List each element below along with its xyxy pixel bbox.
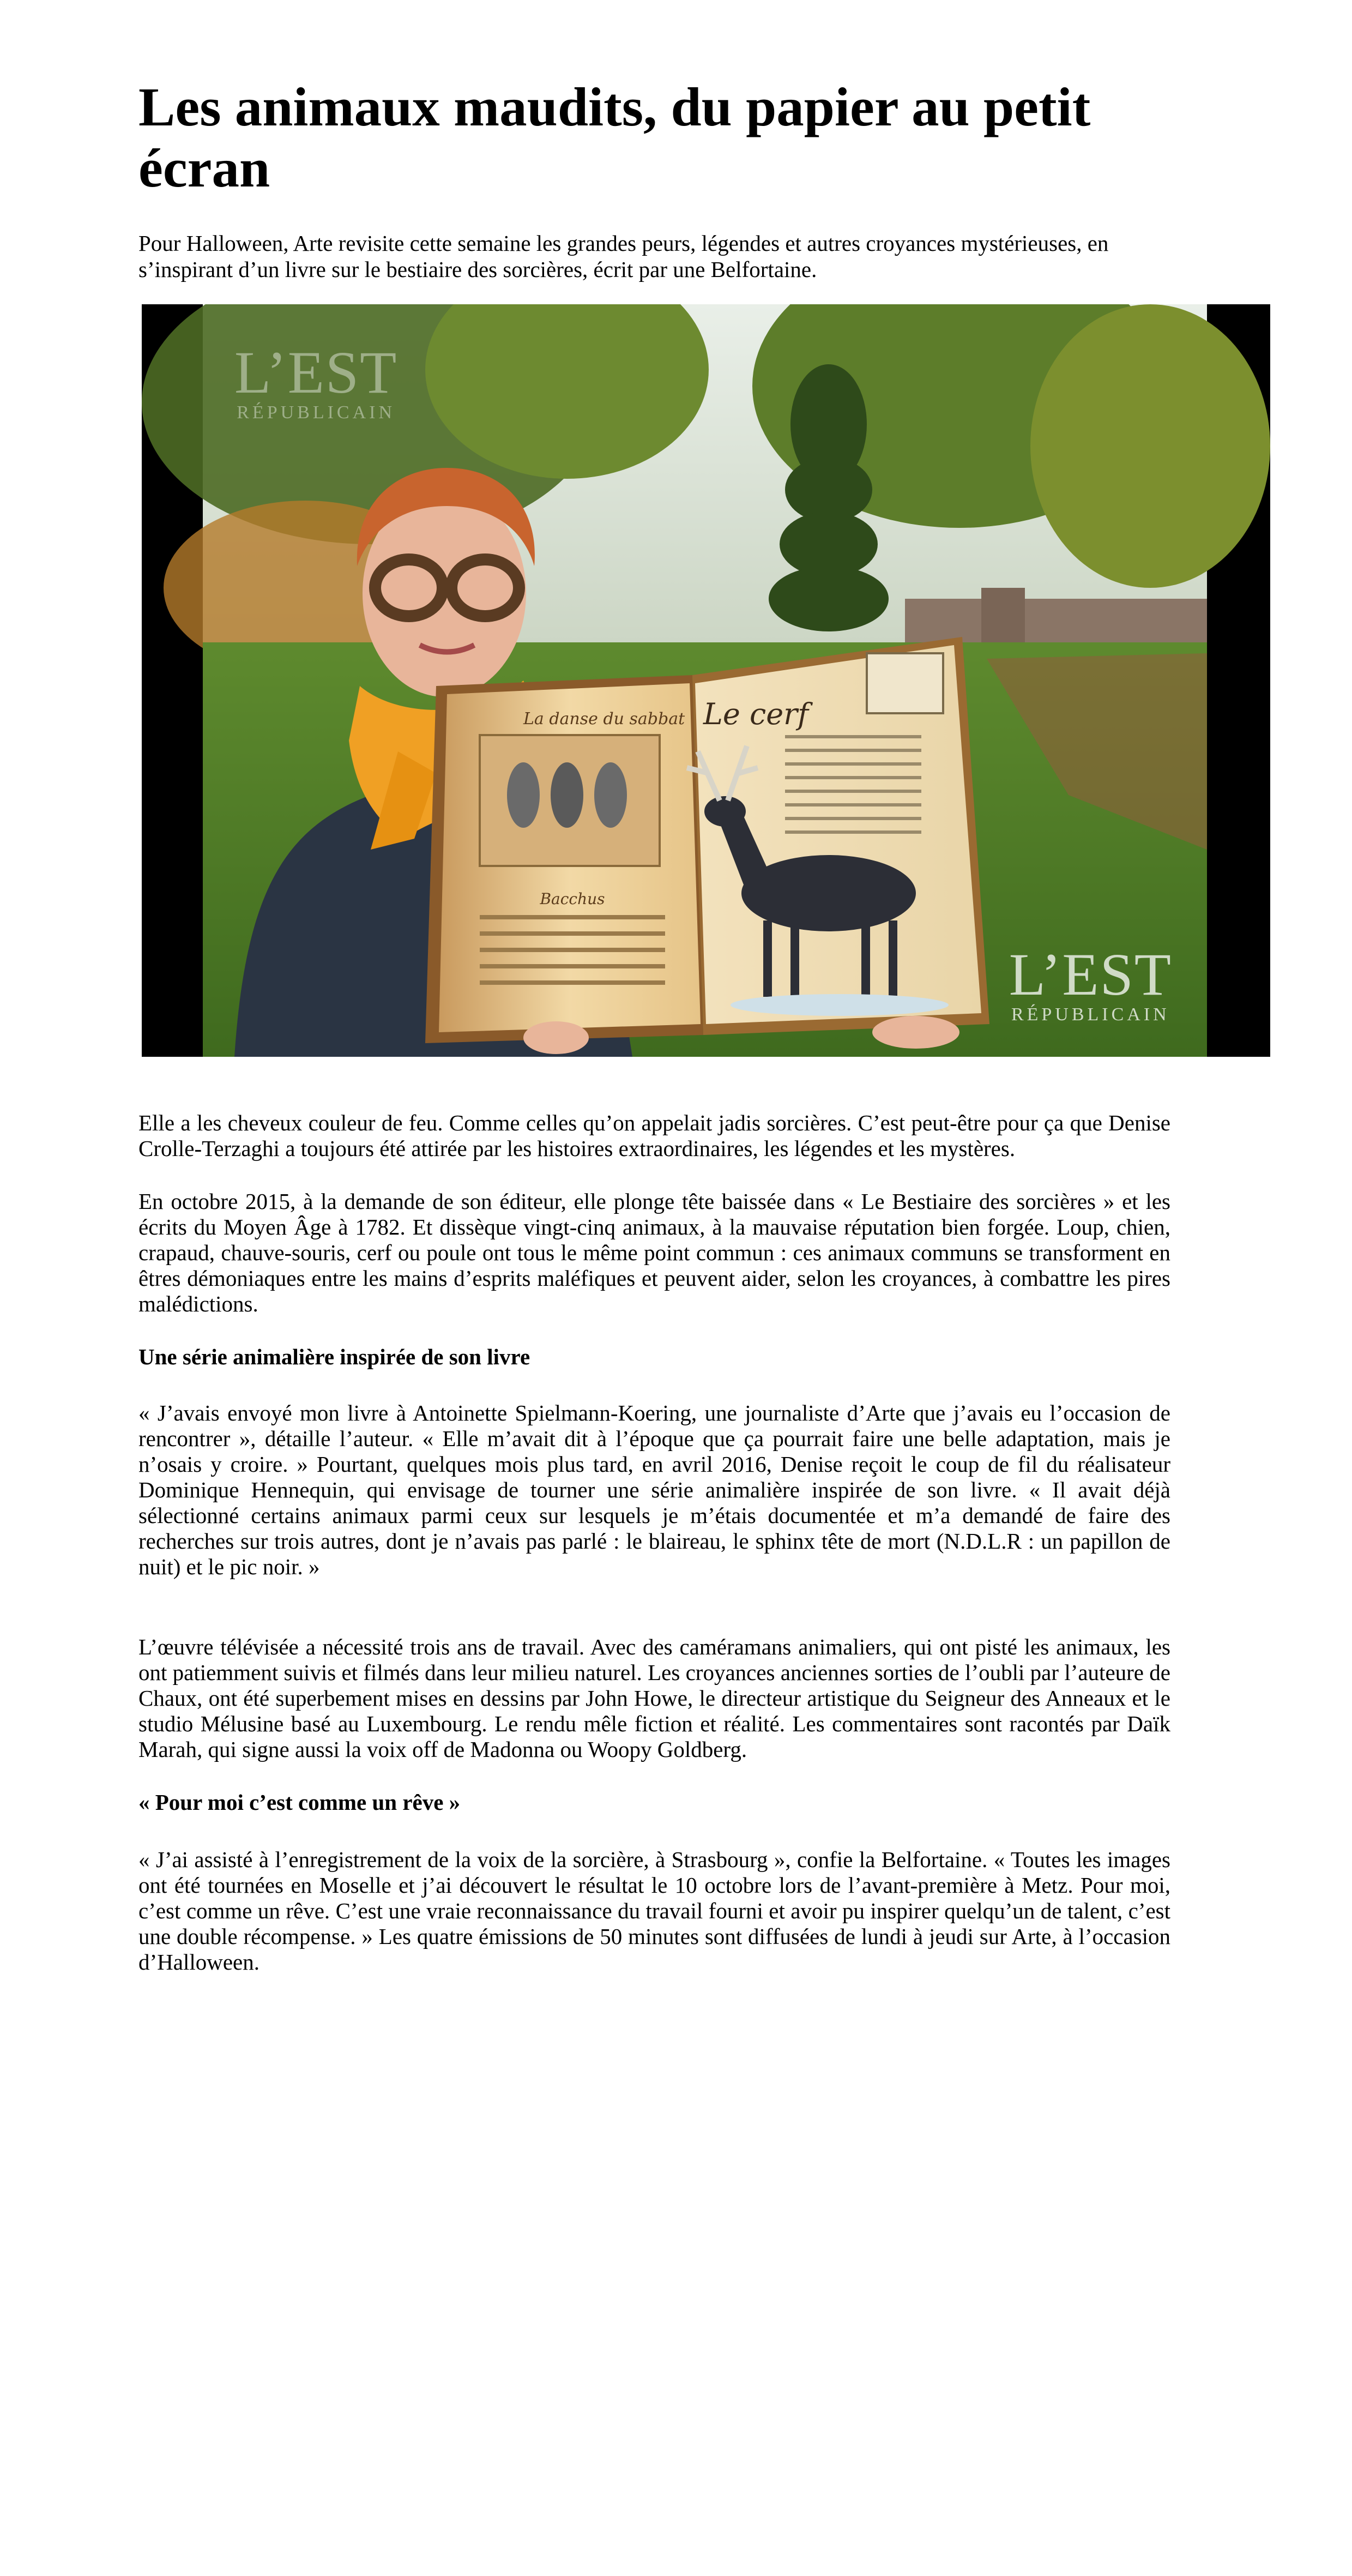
watermark-logo-text: L’EST xyxy=(1009,941,1172,1008)
watermark-top-left xyxy=(234,339,398,423)
watermark-bottom-right xyxy=(1009,941,1172,1025)
book-left-title: La danse du sabbat xyxy=(523,709,685,729)
book-left-caption: Bacchus xyxy=(540,890,605,908)
watermark-logo-text: L’EST xyxy=(234,339,398,406)
paragraph-2: En octobre 2015, à la demande de son éditeur, elle plonge tête baissée dans « Le Bestiaire des sorcières » et les écrits du Moyen Âge à 1782. Et dissèque vingt-cinq animaux, à la mauvaise réputation bien forgée. Loup, chien, crapaud, chauve-souris, cerf ou poule ont tous le même point commun : ces animaux communs se transforment en êtres démoniaques entre les mains d’esprits maléfiques et peuvent aider, selon les croyances, à combattre les pires malédictions. xyxy=(138,1189,1170,1316)
watermark-subtitle: RÉPUBLICAIN xyxy=(237,402,396,423)
article-lead: Pour Halloween, Arte revisite cette semaine les grandes peurs, légendes et autres croyances mystérieuses, en s’inspirant d’un livre sur le bestiaire des sorcières, écrit par une Belfortaine. xyxy=(138,231,1109,282)
paragraph-3: « J’avais envoyé mon livre à Antoinette Spielmann-Koering, une journaliste d’Arte que j’avais eu l’occasion de rencontrer », détaille l’auteur. « Elle m’avait dit à l’époque que ça pourrait faire une belle adaptation, mais je n’osais y croire. » Pourtant, quelques mois plus tard, en avril 2016, Denise reçoit le coup de fil du réalisateur Dominique Hennequin, qui envisage de tourner une série animalière inspirée de son livre. « Il avait déjà sélectionné certains animaux parmi ceux sur lesquels je m’étais documentée et m’a demandé de faire des recherches sur trois autres, dont je n’avais pas parlé : le blaireau, le sphinx tête de mort (N.D.L.R : un papillon de nuit) et le pic noir. » xyxy=(138,1400,1170,1579)
book-right-title: Le cerf xyxy=(703,697,808,731)
watermark-subtitle: RÉPUBLICAIN xyxy=(1011,1004,1170,1025)
article xyxy=(138,76,1170,1975)
article-photo xyxy=(142,304,1270,1057)
paragraph-1: Elle a les cheveux couleur de feu. Comme celles qu’on appelait jadis sorcières. C’est peut-être pour ça que Denise Crolle-Terzaghi a toujours été attirée par les histoires extraordinaires, les légendes et les mystères. xyxy=(138,1110,1170,1161)
paragraph-5: « J’ai assisté à l’enregistrement de la voix de la sorcière, à Strasbourg », confie la Belfortaine. « Toutes les images ont été tournées en Moselle et j’ai découvert le résultat le 10 octobre lors de l’avant-première à Metz. Pour moi, c’est comme un rêve. C’est une vraie reconnaissance du travail fourni et avoir pu inspirer quelqu’un de talent, c’est une double récompense. » Les quatre émissions de 50 minutes sont diffusées de lundi à jeudi sur Arte, à l’occasion d’Halloween. xyxy=(138,1847,1170,1975)
article-title: Les animaux maudits, du papier au petit écran xyxy=(138,76,1091,198)
subheading-2: « Pour moi c’est comme un rêve » xyxy=(138,1790,461,1815)
subheading-1: Une série animalière inspirée de son livre xyxy=(138,1344,530,1369)
paragraph-4: L’œuvre télévisée a nécessité trois ans de travail. Avec des caméramans animaliers, qui ont pisté les animaux, les ont patiemment suivis et filmés dans leur milieu naturel. Les croyances anciennes sorties de l’oubli par l’auteure de Chaux, ont été superbement mises en dessins par John Howe, le directeur artistique du Seigneur des Anneaux et le studio Mélusine basé au Luxembourg. Le rendu mêle fiction et réalité. Les commentaires sont racontés par Daïk Marah, qui signe aussi la voix off de Madonna ou Woopy Goldberg. xyxy=(138,1634,1170,1762)
